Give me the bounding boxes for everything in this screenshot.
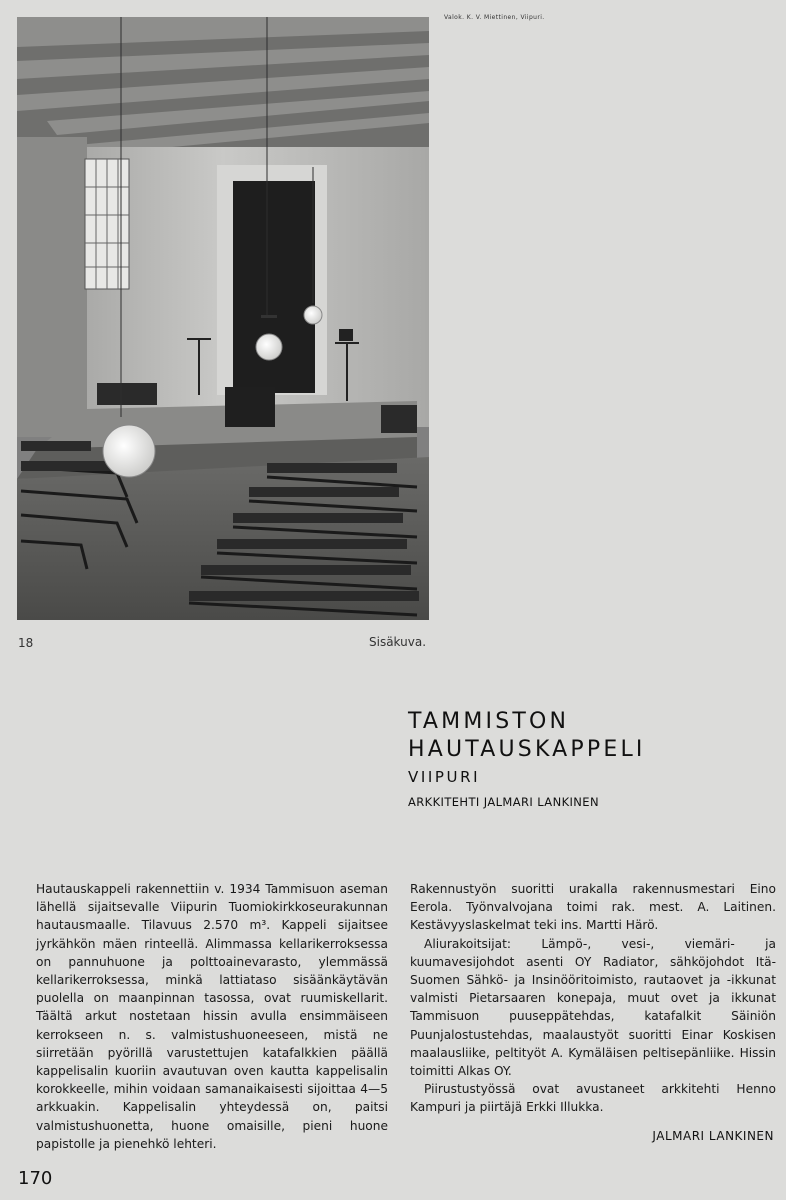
left-column [36, 880, 388, 1153]
author-signature: JALMARI LANKINEN [652, 1129, 774, 1143]
architect-line: ARKKITEHTI JALMARI LANKINEN [408, 795, 599, 809]
body-paragraph: Hautauskappeli rakennettiin v. 1934 Tammisuon aseman lähellä sijaitsevalle Viipurin Tuomiokirkkoseurakunnan hautausmaalle. Tilavuus 2.570 m³. Kappeli sijaitsee jyrkähkön mäen rinteellä. Alimmassa kellarikerroksessa on pannuhuone ja polttoainevarasto, ylemmässä kellarikerroksessa, minkä lattiataso sisäänkäytävän puolella on maanpinnan tasossa, ovat ruumiskellarit. Täältä arkut nostetaan hissin avulla ensimmäiseen kerrokseen n. s. valmistushuoneeseen, mistä ne siirretään pyörillä varustettujen katafalkkien päällä kappelisalin kuoriin avautuvan oven kautta kappelisalin korokkeelle, mihin voidaan samanaikaisesti sijoittaa 4—5 arkkuakin. Kappelisalin yhteydessä on, paitsi valmistushuonetta, huone omaisille, pieni huone papistolle ja pienehkö lehteri. [36, 882, 388, 1151]
body-paragraph: Rakennustyön suoritti urakalla rakennusmestari Eino Eerola. Työnvalvojana toimi rak. mest. A. Laitinen. Kestävyyslaskelmat teki ins. Martti Härö. [410, 882, 776, 933]
title-line: HAUTAUSKAPPELI [408, 737, 646, 762]
page-number: 170 [18, 1168, 53, 1189]
body-paragraph: Aliurakoitsijat: Lämpö-, vesi-, viemäri- ja kuumavesijohdot asenti OY Radiator, sähköjohdot Itä-Suomen Sähkö- ja Insinööritoimisto, rautaovet ja -ikkunat valmisti Pietarsaaren konepaja, muut ovet ja ikkunat Tammisuon puuseppätehdas, katafalkit Säiniön Puunjalostustehdas, maalaustyöt suoritti Einar Koskisen maalausliike, peltityöt A. Kymäläisen peltisepänliike. Hissin toimitti Alkas OY. [410, 936, 776, 1079]
chapel-interior-photo [17, 17, 429, 620]
photo-credit: Valok. K. V. Miettinen, Viipuri. [444, 14, 545, 21]
figure-number: 18 [18, 636, 34, 650]
figure-caption: Sisäkuva. [369, 635, 427, 649]
right-column [410, 880, 776, 1117]
article-subtitle: VIIPURI [408, 768, 481, 786]
body-paragraph: Piirustustyössä ovat avustaneet arkkitehti Henno Kampuri ja piirtäjä Erkki Illukka. [410, 1082, 776, 1115]
title-line: TAMMISTON [408, 709, 570, 734]
article-title [408, 708, 646, 764]
